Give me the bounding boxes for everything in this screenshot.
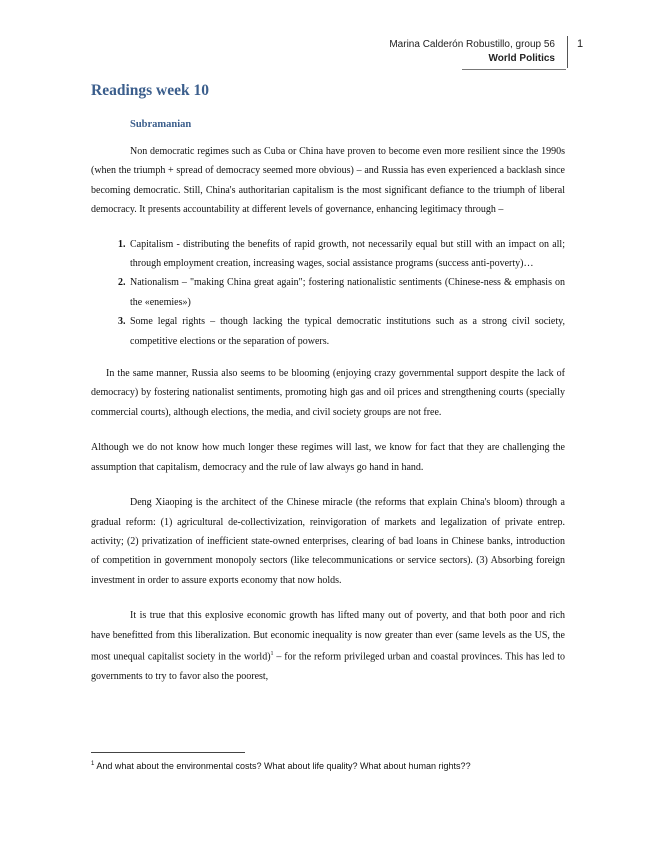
footnote-reference[interactable]: 1 [270, 650, 274, 657]
footnote [91, 758, 571, 772]
footnote-text: And what about the environmental costs? What about life quality? What about human rights?? [94, 761, 471, 771]
paragraph-4: Deng Xiaoping is the architect of the Chinese miracle (the reforms that explain China's bloom) through a gradual reform: (1) agricultural de-collectivization, reinvigoration of markets and legalization of private entrep. activity; (2) privatization of inefficient state-owned enterprises, clearing of bad loans in Chinese banks, introduction of competition in government monopoly sectors (like telecommunications or service sectors). (3) Absorbing foreign investment in order to assure exports economy that now holds. [91, 497, 565, 586]
header-divider [567, 36, 568, 68]
header-author: Marina Calderón Robustillo, group 56 [389, 39, 555, 50]
paragraph-2: In the same manner, Russia also seems to be blooming (enjoying crazy governmental support despite the lack of democracy) by fostering nationalist sentiments, promoting high gas and oil prices and strengthening courts (specially commercial courts), although elections, the media, and civil society groups are not free. [91, 368, 565, 418]
paragraph-5 [91, 606, 565, 686]
list-item: 1. Capitalism - distributing the benefits of rapid growth, not necessarily equal but still with an impact on all; through employment creation, increasing wages, social assistance programs (success anti-poverty)… [128, 235, 565, 274]
footnote-mark: 1 [91, 761, 95, 767]
list-item: 3. Some legal rights – though lacking the typical democratic institutions such as a strong civil society, competitive elections or the separation of powers. [128, 312, 565, 351]
list-item: 2. Nationalism – "making China great again"; fostering nationalistic sentiments (Chinese-ness & emphasis on the «enemies») [128, 273, 565, 312]
paragraph-5-text: It is true that this explosive economic growth has lifted many out of poverty, and that both poor and rich have benefitted from this liberalization. But economic inequality is now greater than ever (same levels as the US, the most unequal capitalist society in the world) [91, 610, 565, 663]
header-rule [462, 69, 566, 70]
paragraph-1: Non democratic regimes such as Cuba or China have proven to become even more resilient since the 1990s (when the triumph + spread of democracy seemed more obvious) – and Russia has even experienced a backlash since becoming democratic. Still, China's authoritarian capitalism is the most significant defiance to the triumph of liberal democracy. It presents accountability at different levels of governance, enhancing legitimacy through – [91, 146, 565, 216]
page-number: 1 [577, 38, 584, 50]
page-header [389, 38, 555, 66]
page-title: Readings week 10 [91, 82, 209, 99]
footnote-rule [91, 752, 245, 753]
document-body [91, 82, 565, 686]
paragraph-5-text-cont: – for the reform privileged urban and coastal provinces. This has led to governments to try to favor also the poorest, [91, 651, 565, 682]
header-course: World Politics [488, 53, 555, 64]
legitimacy-list [91, 235, 565, 351]
section-heading: Subramanian [130, 119, 192, 130]
paragraph-3: Although we do not know how much longer these regimes will last, we know for fact that they are challenging the assumption that capitalism, democracy and the rule of law always go hand in hand. [91, 442, 565, 473]
